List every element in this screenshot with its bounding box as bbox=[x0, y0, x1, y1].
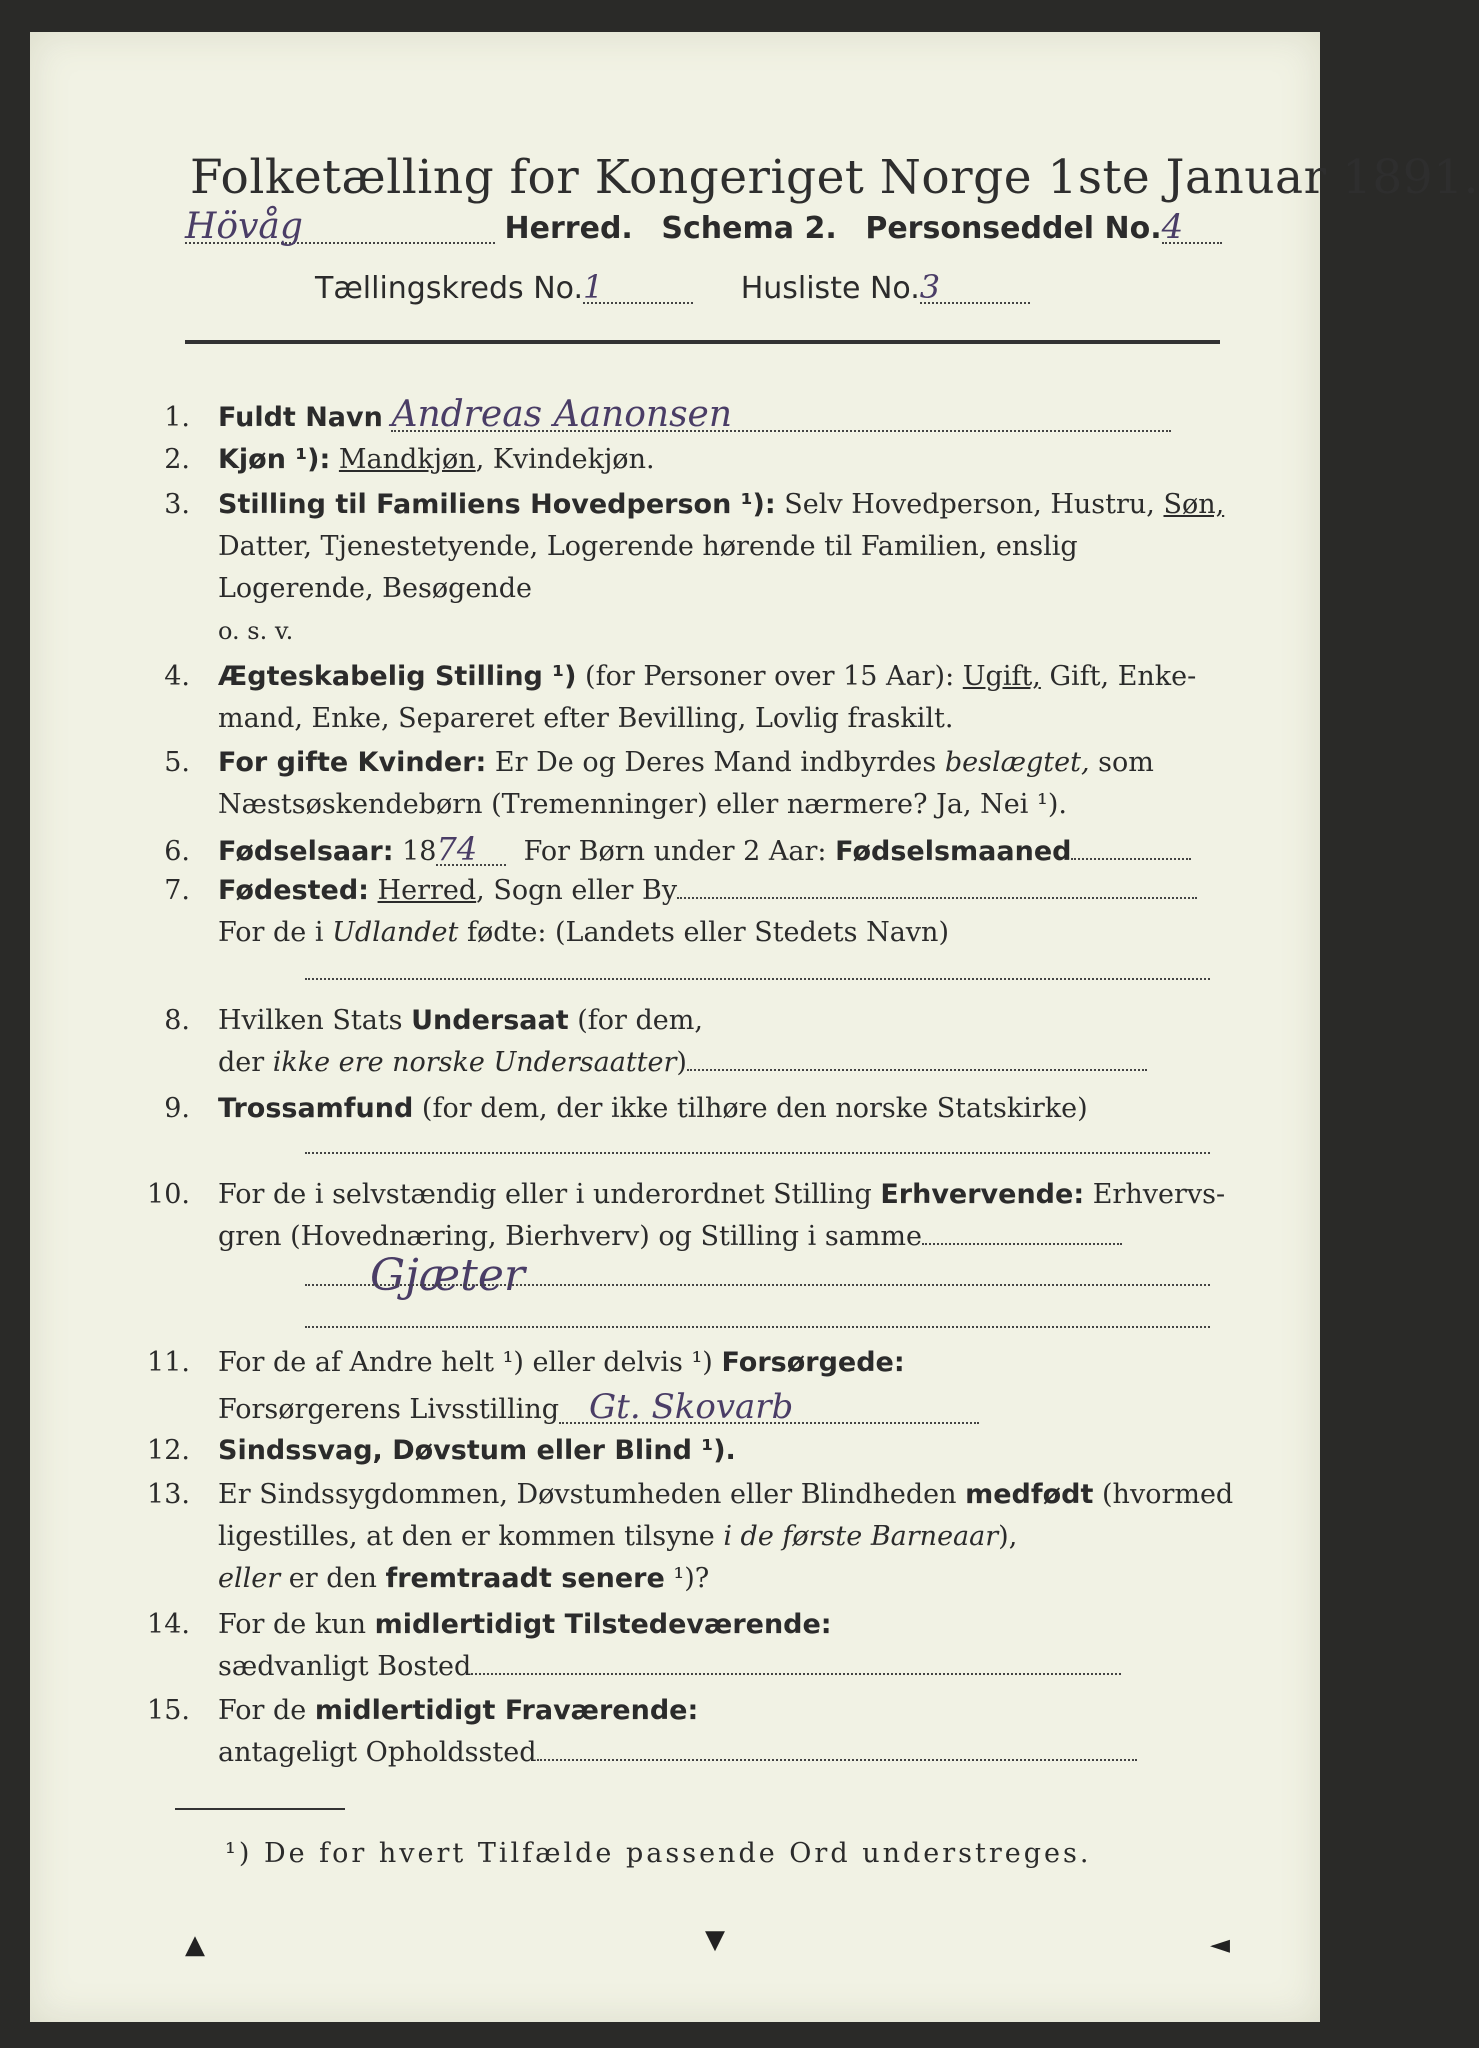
q8-label: Undersaat bbox=[411, 1005, 569, 1036]
q8-text1b: (for dem, bbox=[577, 1005, 703, 1036]
q8-line2 bbox=[130, 1048, 1147, 1078]
q5-beslaegtet: beslægtet, bbox=[944, 747, 1090, 778]
q7-num: 7. bbox=[164, 875, 190, 906]
husliste-no: 3 bbox=[920, 272, 1030, 304]
q4-text1a: (for Personer over 15 Aar): bbox=[585, 661, 955, 692]
q11-line2 bbox=[130, 1387, 979, 1427]
q5-text1c: som bbox=[1098, 747, 1154, 778]
q6-blank bbox=[1071, 858, 1191, 860]
q4-num: 4. bbox=[164, 661, 190, 692]
q15-text1: For de bbox=[218, 1695, 307, 1726]
q5-label: For gifte Kvinder: bbox=[218, 747, 487, 778]
q7-label: Fødested: bbox=[218, 875, 369, 906]
q10-blank-line-2 bbox=[305, 1326, 1210, 1328]
q13-line2 bbox=[130, 1522, 1017, 1552]
q13-text2c: ), bbox=[998, 1521, 1018, 1552]
q3-line4: o. s. v. bbox=[218, 617, 294, 645]
q4 bbox=[130, 662, 1196, 692]
q10 bbox=[130, 1180, 1225, 1210]
q15-text2: antageligt Opholdssted bbox=[218, 1737, 537, 1768]
q3-line2: Datter, Tjenestetyende, Logerende hørende til Familien, enslig bbox=[218, 531, 1078, 562]
q9-label: Trossamfund bbox=[218, 1093, 414, 1124]
q4-line2: mand, Enke, Separeret efter Bevilling, Lovlig fraskilt. bbox=[218, 703, 954, 734]
herred-line bbox=[185, 206, 1222, 247]
q10-blank bbox=[922, 1243, 1122, 1245]
q3-num: 3. bbox=[164, 489, 190, 520]
q11 bbox=[130, 1348, 905, 1378]
herred-answer: Hövåg bbox=[185, 212, 495, 244]
q2-kvindekjon: , Kvindekjøn. bbox=[475, 444, 655, 475]
q3-text1a: Selv Hovedperson, Hustru, bbox=[784, 489, 1155, 520]
corner-mark-right: ◄ bbox=[1210, 1930, 1230, 1960]
q1-num: 1. bbox=[164, 402, 190, 433]
q8-text2a: der bbox=[218, 1047, 265, 1078]
q10-text1a: For de i selvstændig eller i underordnet Stilling bbox=[218, 1179, 872, 1210]
q6-label-b: Fødselsmaaned bbox=[835, 836, 1072, 867]
q12-label: Sindssvag, Døvstum eller Blind ¹). bbox=[218, 1435, 736, 1466]
q12-num: 12. bbox=[147, 1435, 190, 1466]
header-rule bbox=[185, 340, 1220, 344]
q10-blank-line bbox=[305, 1284, 1210, 1286]
q10-answer: Gjæter bbox=[370, 1250, 525, 1301]
q6-century: 18 bbox=[402, 836, 437, 867]
q15 bbox=[130, 1696, 698, 1726]
q8-ikke-norske: ikke ere norske Undersaatter bbox=[272, 1047, 677, 1078]
q15-line2 bbox=[130, 1738, 1137, 1768]
q11-answer: Gt. Skovarb bbox=[559, 1392, 979, 1424]
q14-text2: sædvanligt Bosted bbox=[218, 1651, 472, 1682]
q13-text1b: (hvormed bbox=[1102, 1479, 1234, 1510]
q13-eller: eller bbox=[218, 1563, 281, 1594]
q11-num: 11. bbox=[147, 1347, 190, 1378]
q9-num: 9. bbox=[164, 1093, 190, 1124]
q13-line3 bbox=[130, 1564, 709, 1594]
q5-line2: Næstsøskendebørn (Tremenninger) eller nærmere? Ja, Nei ¹). bbox=[218, 789, 1067, 820]
q15-num: 15. bbox=[147, 1695, 190, 1726]
q14 bbox=[130, 1610, 832, 1640]
q9-text: (for dem, der ikke tilhøre den norske Statskirke) bbox=[421, 1093, 1088, 1124]
q7-blank bbox=[677, 897, 1197, 899]
q10-label: Erhvervende: bbox=[880, 1179, 1085, 1210]
q9-blank-line bbox=[305, 1152, 1210, 1154]
q8-num: 8. bbox=[164, 1005, 190, 1036]
q3-label: Stilling til Familiens Hovedperson ¹): bbox=[218, 489, 776, 520]
q7-line2 bbox=[130, 918, 949, 948]
q13 bbox=[130, 1480, 1233, 1510]
q5 bbox=[130, 748, 1154, 778]
q2-mandkjon: Mandkjøn bbox=[338, 444, 476, 475]
corner-mark-left: ▲ bbox=[185, 1930, 205, 1960]
q13-senere: fremtraadt senere bbox=[385, 1563, 665, 1594]
q1 bbox=[130, 394, 1171, 435]
q13-barneaar: i de første Barneaar bbox=[723, 1521, 999, 1552]
q13-text2a: ligestilles, at den er kommen tilsyne bbox=[218, 1521, 715, 1552]
q12 bbox=[130, 1436, 736, 1466]
husliste-label: Husliste No. bbox=[740, 271, 920, 306]
q6 bbox=[130, 830, 1191, 868]
q1-label: Fuldt Navn bbox=[218, 402, 383, 433]
kreds-line bbox=[315, 268, 1030, 306]
q11-text1: For de af Andre helt ¹) eller delvis ¹) bbox=[218, 1347, 713, 1378]
q13-text1a: Er Sindssygdommen, Døvstumheden eller Blindheden bbox=[218, 1479, 957, 1510]
q10-text2: gren (Hovednæring, Bierhverv) og Stilling i samme bbox=[218, 1221, 923, 1252]
q4-text1c: Gift, Enke- bbox=[1049, 661, 1197, 692]
q7-text2c: fødte: (Landets eller Stedets Navn) bbox=[466, 917, 949, 948]
footnote: ¹) De for hvert Tilfælde passende Ord understreges. bbox=[225, 1838, 1092, 1869]
q6-answer: 74 bbox=[436, 834, 506, 866]
schema-label: Schema 2. bbox=[661, 211, 837, 246]
q15-label: midlertidigt Fraværende: bbox=[314, 1695, 699, 1726]
q8-text2c: ) bbox=[676, 1047, 687, 1078]
q7-text-b: , Sogn eller By bbox=[476, 875, 678, 906]
q4-ugift: Ugift, bbox=[962, 661, 1041, 692]
q10-line2 bbox=[130, 1222, 1122, 1252]
q5-num: 5. bbox=[164, 747, 190, 778]
kreds-no: 1 bbox=[583, 272, 693, 304]
q2 bbox=[130, 445, 655, 475]
q7-udlandet: Udlandet bbox=[332, 917, 459, 948]
q4-label: Ægteskabelig Stilling ¹) bbox=[218, 661, 577, 692]
q8-text1a: Hvilken Stats bbox=[218, 1005, 403, 1036]
q13-medfodt: medfødt bbox=[965, 1479, 1094, 1510]
q14-num: 14. bbox=[147, 1609, 190, 1640]
q13-num: 13. bbox=[147, 1479, 190, 1510]
q14-line2 bbox=[130, 1652, 1121, 1682]
q11-text2: Forsørgerens Livsstilling bbox=[218, 1394, 560, 1425]
personseddel-no: 4 bbox=[1162, 212, 1222, 244]
q11-label: Forsørgede: bbox=[721, 1347, 905, 1378]
q7-text2a: For de i bbox=[218, 917, 324, 948]
q7 bbox=[130, 876, 1197, 906]
form-title: Folketælling for Kongeriget Norge 1ste Januar 1891. bbox=[190, 150, 1479, 205]
q10-text1b: Erhvervs- bbox=[1092, 1179, 1226, 1210]
q13-text3b: er den bbox=[288, 1563, 377, 1594]
personseddel-label: Personseddel No. bbox=[865, 211, 1162, 246]
q3-line3: Logerende, Besøgende bbox=[218, 573, 532, 604]
q13-text3c: ¹)? bbox=[673, 1563, 710, 1594]
corner-mark-center: ▼ bbox=[705, 1925, 725, 1955]
q3-son: Søn, bbox=[1163, 489, 1225, 520]
q7-herred: Herred bbox=[377, 875, 477, 906]
q6-num: 6. bbox=[164, 836, 190, 867]
q2-num: 2. bbox=[164, 444, 190, 475]
q10-num: 10. bbox=[147, 1179, 190, 1210]
q2-label: Kjøn ¹): bbox=[218, 444, 331, 475]
q6-label: Fødselsaar: bbox=[218, 836, 394, 867]
q9 bbox=[130, 1094, 1088, 1124]
q14-blank bbox=[471, 1673, 1121, 1675]
q15-blank bbox=[537, 1759, 1137, 1761]
q8 bbox=[130, 1006, 703, 1036]
q1-answer: Andreas Aanonsen bbox=[391, 400, 1171, 432]
footnote-rule bbox=[175, 1808, 345, 1810]
q14-text1: For de kun bbox=[218, 1609, 366, 1640]
herred-label: Herred. bbox=[504, 211, 633, 246]
kreds-label: Tællingskreds No. bbox=[315, 271, 583, 306]
q7-blank-line bbox=[305, 978, 1210, 980]
q14-label: midlertidigt Tilstedeværende: bbox=[374, 1609, 832, 1640]
q6-text-b: For Børn under 2 Aar: bbox=[523, 836, 827, 867]
q8-blank bbox=[687, 1069, 1147, 1071]
q5-text1a: Er De og Deres Mand indbyrdes bbox=[494, 747, 937, 778]
q3 bbox=[130, 490, 1224, 520]
